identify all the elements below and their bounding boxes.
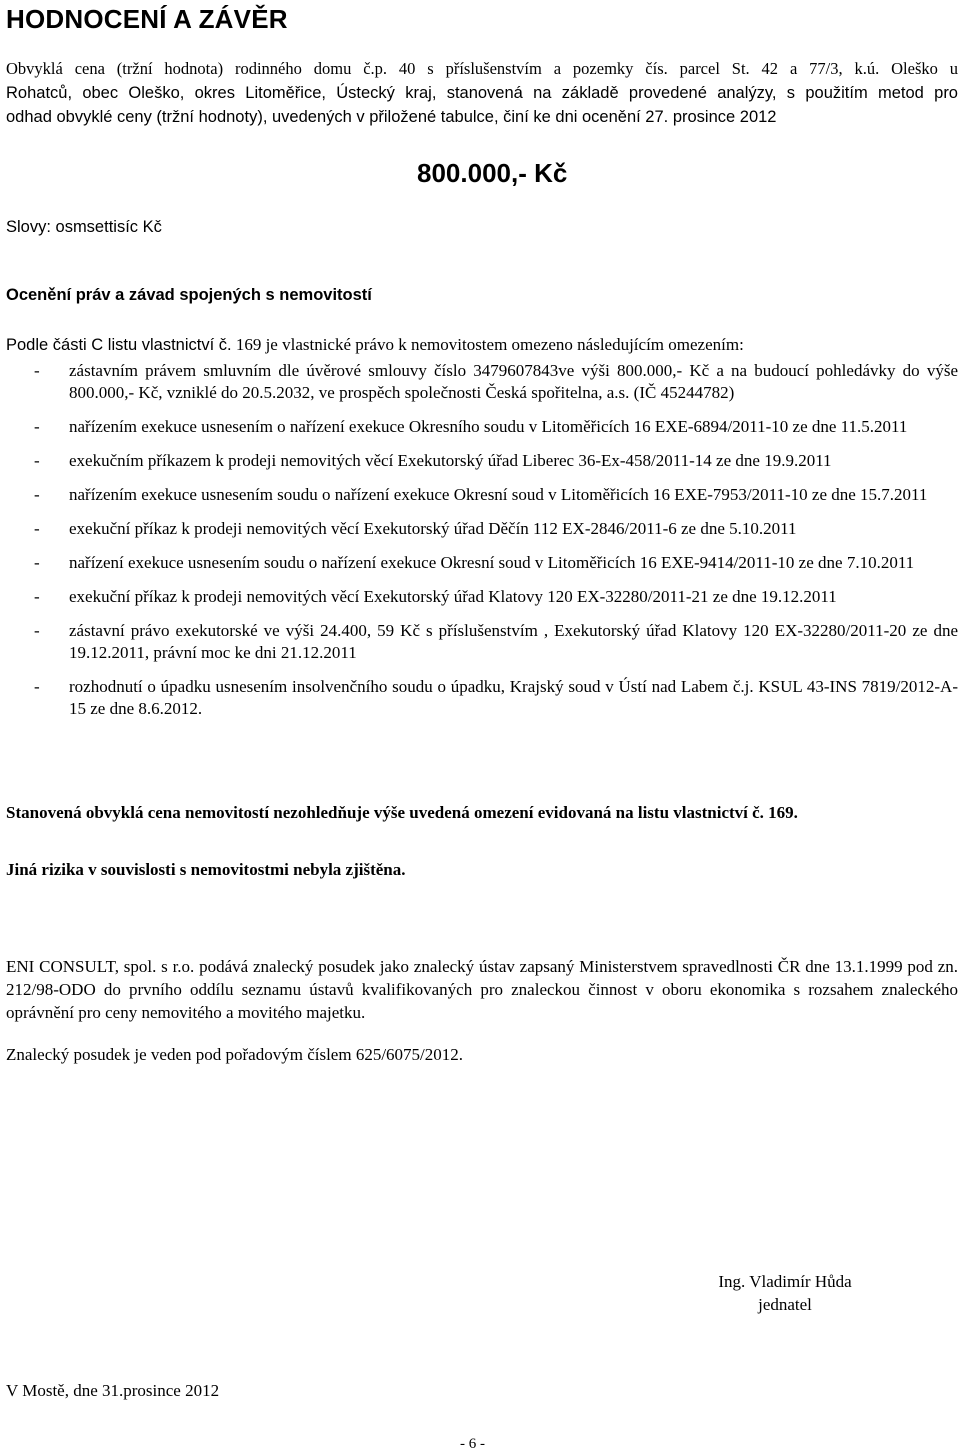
list-bullet: - — [34, 553, 40, 572]
registry-number-statement: Znalecký posudek je veden pod pořadovým číslem 625/6075/2012. — [6, 1045, 464, 1064]
encumbrance-item — [6, 676, 958, 720]
encumbrance-text: nařízení exekuce usnesením soudu o nařízení exekuce Okresní soud v Litoměřicích 16 EXE-9414/2011-10 ze dne 7.10.2011 — [69, 553, 915, 572]
signatory-name: Ing. Vladimír Hůda — [718, 1272, 852, 1291]
list-bullet: - — [34, 519, 40, 538]
price-exclusion-statement: Stanovená obvyklá cena nemovitostí nezohledňuje výše uvedená omezení evidovaná na listu vlastnictví č. 169. — [6, 803, 798, 822]
signature-block — [670, 1270, 900, 1316]
ownership-sheet-intro-rest: 169 je vlastnické právo k nemovitostem omezeno následujícím omezením: — [231, 335, 744, 354]
encumbrance-item — [6, 552, 958, 574]
list-bullet: - — [34, 485, 40, 504]
list-bullet: - — [34, 677, 40, 696]
encumbrance-text: exekuční příkaz k prodeji nemovitých věcí Exekutorský úřad Klatovy 120 EX-32280/2011-21 ze dne 19.12.2011 — [69, 587, 837, 606]
encumbrance-item — [6, 450, 958, 472]
encumbrance-text: zástavním právem smluvním dle úvěrové smlouvy číslo 3479607843ve výši 800.000,- Kč a na budoucí pohledávky do výše 800.000,- Kč, vzniklé do 20.5.2032, ve prospěch společnosti Česká spořitelna, a.s. (IČ 45244782) — [69, 361, 958, 402]
encumbrance-item — [6, 416, 958, 438]
encumbrance-list — [6, 360, 958, 732]
valuation-price: 800.000,- Kč — [417, 158, 568, 188]
valuation-paragraph — [6, 57, 958, 129]
valuation-line: Obvyklá cena (tržní hodnota) rodinného domu č.p. 40 s příslušenstvím a pozemky čís. parcel St. 42 a 77/3, k.ú. Oleško u — [6, 59, 958, 78]
encumbrance-text: rozhodnutí o úpadku usnesením insolvenčního soudu o úpadku, Krajský soud v Ústí nad Labem č.j. KSUL 43-INS 7819/2012-A-15 ze dne 8.6.2012. — [69, 677, 958, 718]
page-number: - 6 - — [460, 1436, 485, 1452]
encumbrance-text: zástavní právo exekutorské ve výši 24.400, 59 Kč s příslušenstvím , Exekutorský úřad Klatovy 120 EX-32280/2011-20 ze dne 19.12.2011, právní moc ke dni 21.12.2011 — [69, 621, 958, 662]
place-and-date: V Mostě, dne 31.prosince 2012 — [6, 1381, 220, 1400]
no-other-risks-statement: Jiná rizika v souvislosti s nemovitostmi nebyla zjištěna. — [6, 860, 406, 879]
expert-institute-statement: ENI CONSULT, spol. s r.o. podává znalecký posudek jako znalecký ústav zapsaný Ministerstvem spravedlnosti ČR dne 13.1.1999 pod zn. 212/98-ODO do prvního oddílu seznamu ústavů kvalifikovaných pro znaleckou činnost v oboru ekonomika s rozsahem znaleckého oprávnění pro ceny nemovitého a movitého majetku. — [6, 957, 958, 1022]
encumbrance-text: nařízením exekuce usnesením soudu o nařízení exekuce Okresní soud v Litoměřicích 16 EXE-7953/2011-10 ze dne 15.7.2011 — [69, 485, 928, 504]
list-bullet: - — [34, 587, 40, 606]
encumbrance-item — [6, 360, 958, 404]
encumbrance-text: exekuční příkaz k prodeji nemovitých věcí Exekutorský úřad Děčín 112 EX-2846/2011-6 ze dne 5.10.2011 — [69, 519, 797, 538]
price-in-words: Slovy: osmsettisíc Kč — [6, 218, 162, 236]
section-title: HODNOCENÍ A ZÁVĚR — [6, 4, 288, 34]
encumbrance-item — [6, 620, 958, 664]
list-bullet: - — [34, 621, 40, 640]
ownership-sheet-intro — [6, 334, 744, 356]
encumbrance-item — [6, 484, 958, 506]
encumbrance-text: nařízením exekuce usnesením o nařízení exekuce Okresního soudu v Litoměřicích 16 EXE-6894/2011-10 ze dne 11.5.2011 — [69, 417, 908, 436]
valuation-line: odhad obvyklé ceny (tržní hodnoty), uvedených v přiložené tabulce, činí ke dni ocenění 27. prosince 2012 — [6, 108, 777, 126]
valuation-line: Rohatců, obec Oleško, okres Litoměřice, Ústecký kraj, stanovená na základě provedené analýzy, s použitím metod pro — [6, 84, 958, 102]
rights-heading: Ocenění práv a závad spojených s nemovitostí — [6, 286, 372, 304]
encumbrance-text: exekučním příkazem k prodeji nemovitých věcí Exekutorský úřad Liberec 36-Ex-458/2011-14 ze dne 19.9.2011 — [69, 451, 832, 470]
encumbrance-item — [6, 586, 958, 608]
ownership-sheet-intro-lead: Podle části C listu vlastnictví č. — [6, 336, 232, 354]
encumbrance-item — [6, 518, 958, 540]
signatory-role: jednatel — [758, 1295, 812, 1314]
list-bullet: - — [34, 361, 40, 380]
list-bullet: - — [34, 417, 40, 436]
list-bullet: - — [34, 451, 40, 470]
